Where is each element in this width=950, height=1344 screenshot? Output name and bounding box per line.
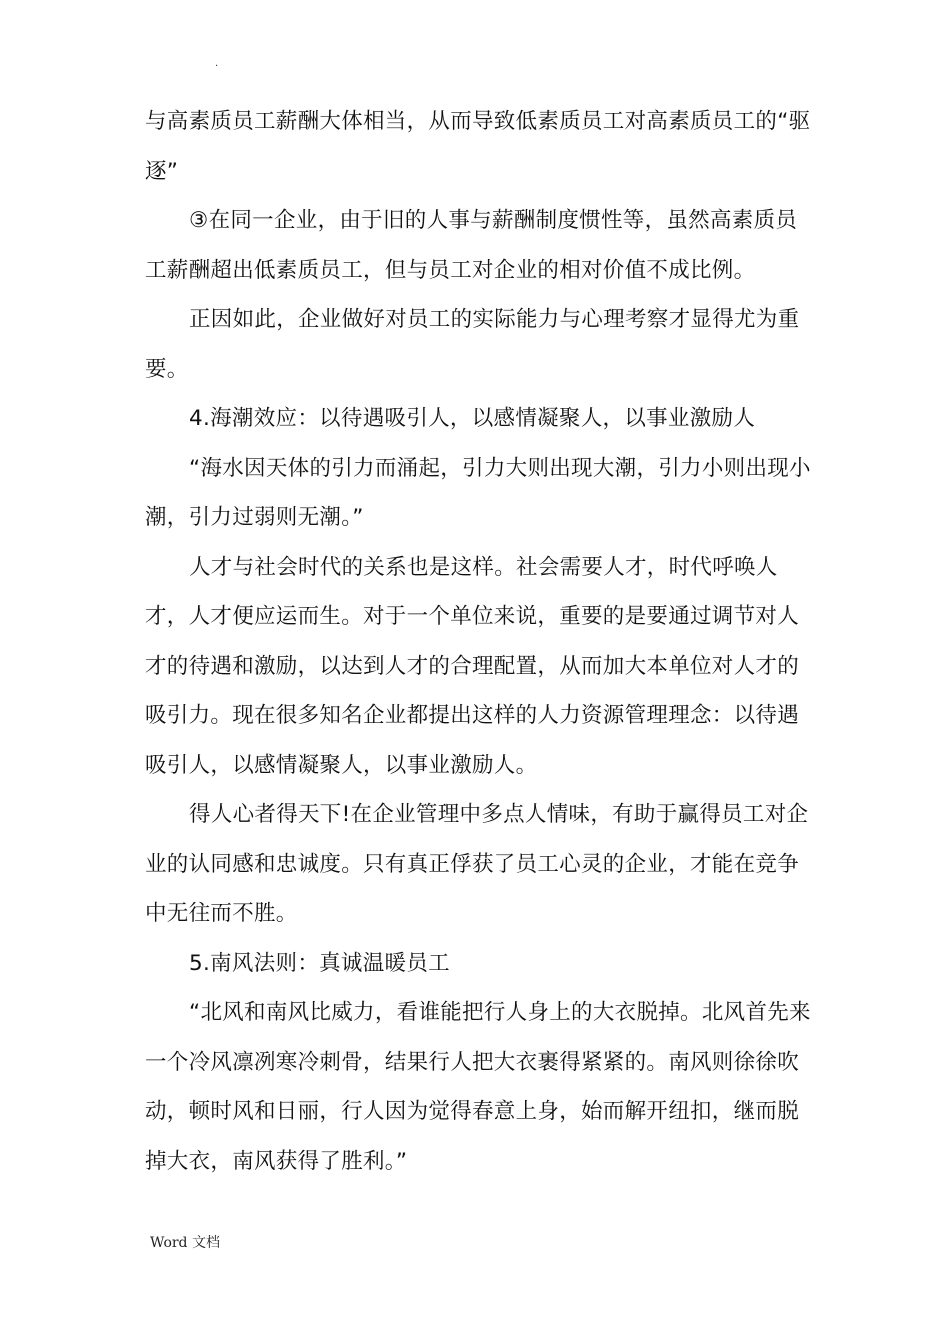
header-mark: . [215, 58, 219, 69]
section-heading-5: 5.南风法则：真诚温暖员工 [189, 950, 450, 976]
paragraph-continuation: 与高素质员工薪酬大体相当，从而导致低素质员工对高素质员工的“驱逐” [145, 109, 811, 184]
body-text [145, 97, 817, 1186]
paragraph-conclusion: 正因如此，企业做好对员工的实际能力与心理考察才显得尤为重要。 [145, 307, 800, 382]
quote-south-wind: “北风和南风比威力，看谁能把行人身上的大衣脱掉。北风首先来一个冷风凛冽寒冷刺骨，结果行人把大衣裹得紧紧的。南风则徐徐吹动，顿时风和日丽，行人因为觉得春意上身，始而解开纽扣，继而脱掉大衣，南风获得了胜利。” [145, 1000, 811, 1174]
page-footer: Word 文档 [150, 1235, 220, 1251]
quote-tide: “海水因天体的引力而涌起，引力大则出现大潮，引力小则出现小潮，引力过弱则无潮。” [145, 455, 811, 530]
paragraph-hearts: 得人心者得天下!在企业管理中多点人情味，有助于赢得员工对企业的认同感和忠诚度。只有真正俘获了员工心灵的企业，才能在竞争中无往而不胜。 [145, 802, 809, 926]
paragraph-talent: 人才与社会时代的关系也是这样。社会需要人才，时代呼唤人才，人才便应运而生。对于一个单位来说，重要的是要通过调节对人才的待遇和激励，以达到人才的合理配置，从而加大本单位对人才的吸引力。现在很多知名企业都提出这样的人力资源管理理念：以待遇吸引人，以感情凝聚人，以事业激励人。 [145, 554, 800, 778]
section-heading-4: 4.海潮效应：以待遇吸引人，以感情凝聚人，以事业激励人 [189, 406, 756, 431]
paragraph-item-3: ③在同一企业，由于旧的人事与薪酬制度惯性等，虽然高素质员工薪酬超出低素质员工，但与员工对企业的相对价值不成比例。 [145, 208, 798, 283]
